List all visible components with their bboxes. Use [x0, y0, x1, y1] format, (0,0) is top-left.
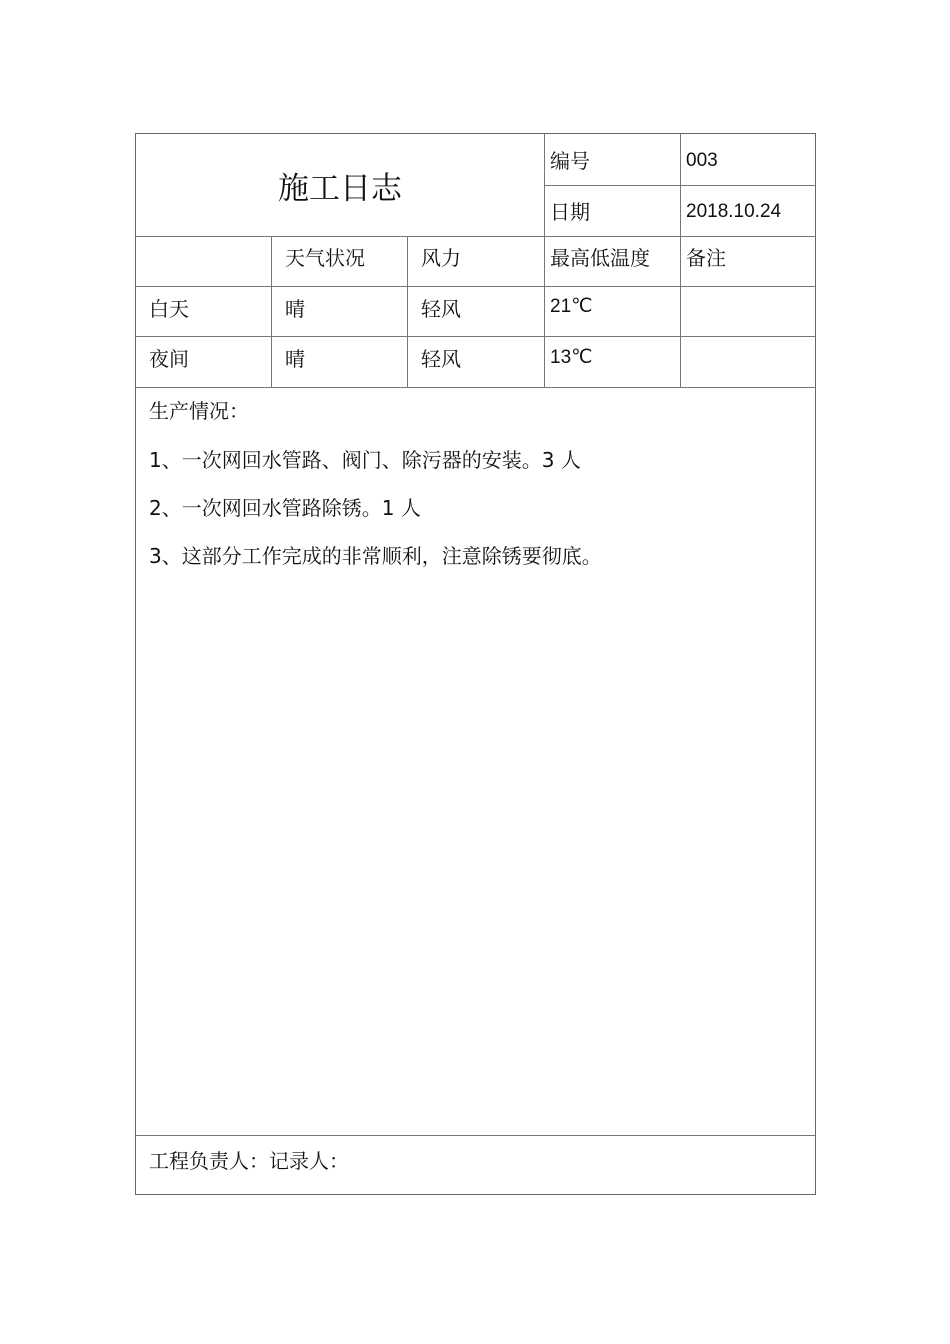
production-item-1: 1、一次网回水管路、阀门、除污器的安装。3 人: [149, 448, 581, 472]
production-heading: 生产情况：: [149, 399, 249, 423]
construction-log-form: [135, 133, 816, 1195]
rule-row2-bottom: [136, 387, 816, 388]
row-day-period: 白天: [149, 297, 189, 321]
production-item-3: 3、这部分工作完成的非常顺利，注意除锈要彻底。: [149, 544, 602, 568]
row-day-temperature: 21℃: [550, 296, 593, 317]
signature-line: 工程负责人：记录人：: [149, 1149, 349, 1173]
number-label: 编号: [550, 149, 590, 173]
rule-col1: [271, 236, 272, 387]
page-title: 施工日志: [278, 170, 402, 207]
number-value: 003: [686, 150, 718, 171]
row-day-wind: 轻风: [421, 297, 461, 321]
column-header-weather: 天气状况: [285, 246, 365, 270]
row-night-weather: 晴: [285, 347, 305, 371]
rule-columns-bottom: [136, 286, 816, 287]
column-header-note: 备注: [686, 246, 726, 270]
column-header-temperature: 最高低温度: [550, 246, 650, 270]
row-night-temperature: 13℃: [550, 347, 593, 368]
rule-col4: [680, 134, 681, 387]
date-value: 2018.10.24: [686, 201, 782, 222]
rule-col3: [544, 134, 545, 387]
rule-footer-top: [136, 1135, 816, 1136]
row-day-weather: 晴: [285, 297, 305, 321]
rule-col2: [407, 236, 408, 387]
row-night-period: 夜间: [149, 347, 189, 371]
column-header-wind: 风力: [421, 246, 461, 270]
row-night-wind: 轻风: [421, 347, 461, 371]
date-label: 日期: [550, 200, 590, 224]
production-item-2: 2、一次网回水管路除锈。1 人: [149, 496, 421, 520]
rule-header-bottom: [136, 236, 816, 237]
rule-row1-bottom: [136, 336, 816, 337]
